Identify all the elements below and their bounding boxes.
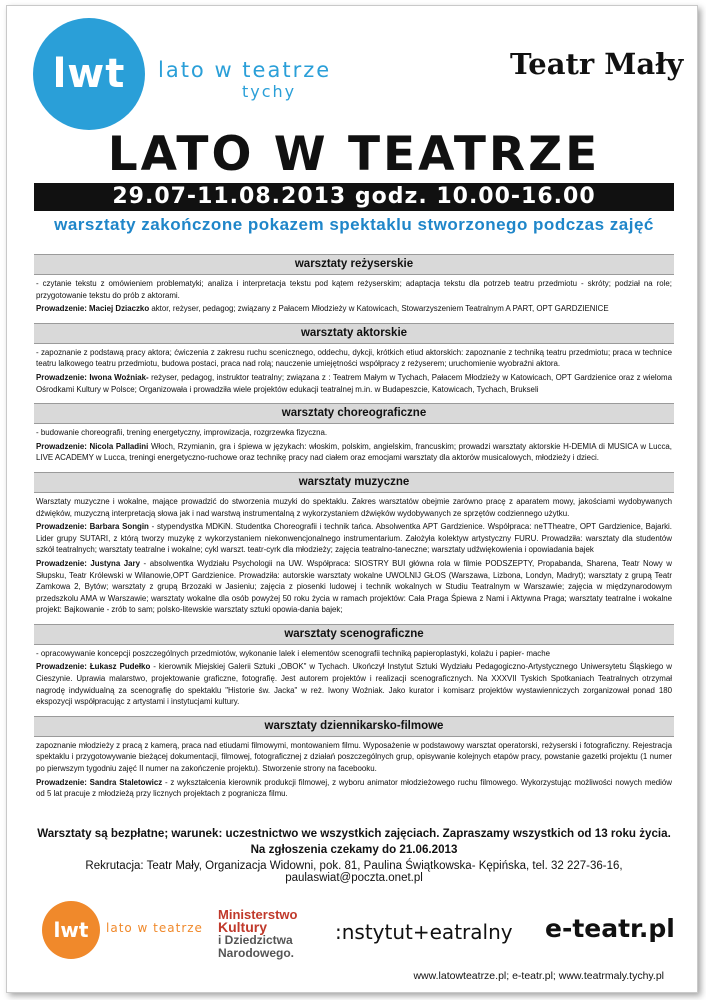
paragraph-text: - absolwentka Wydziału Psychologii na UW. Współpraca: SIOSTRY BUI główna rola w filmie PODSZEPTY, Propabanda, Sharena, Teatr Nowy w Słupsku, Teatr Królewski w Wilanowie,OPT Gardzienice. Prowadziła: autorskie warsztaty wokalne UWOLNIJ GŁOS (Warszawa, Lizbona, Londyn, Madryt); warsztaty z grupą Teatr Zamkowa 2, Bytów; warsztaty z grupą Brzozaki w Jasieniu; zajęcia z piosenki ludowej i technik wokalnych w Studiu Teatralnym w Warszawie; zajęcia w międzynarodowym przedszkolu AMA w Warszawie; warsztaty wokalne dla osób powyżej 50 roku życia w ramach projektów: Cała Praga Śpiewa z Nami i Aktywna Praga; warsztaty teatralne i wokalne projekt: Bajkowanie - zrób to sam; polsko-litewskie warsztaty sztuki opowia-dania bajek;	[36, 558, 672, 615]
section-paragraph	[36, 303, 672, 315]
teatr-maly-logo: Teatr Mały	[510, 47, 684, 81]
instructor-lead: Prowadzenie: Łukasz Pudełko	[36, 662, 151, 672]
section-paragraph	[36, 521, 672, 556]
e-teatr-logo: e-teatr.pl	[545, 914, 675, 943]
ministry-line-4: Narodowego.	[218, 946, 295, 960]
small-logo-abbr: lwt	[53, 918, 89, 942]
section-paragraph	[36, 278, 672, 301]
instructor-lead: Prowadzenie: Nicola Palladini	[36, 441, 149, 451]
paragraph-text: - kierownik Miejskiej Galerii Sztuki „OBOK" w Tychach. Ukończył Instytut Sztuki Wydziału Pedagogiczno-Artystycznego Uniwersytetu Śląskiego w Cieszynie. Uprawia malarstwo, projektowanie graficzne, fotografię. Jest autorem projektów i realizacji scenograficznych. Na XXXVII Tyskich Spotkaniach Teatralnych otrzymał nagrodę indywidualną za scenografię do spektaklu "Historie św. Jacka" w reż. Iwony Woźniak. Jako kurator i komisarz projektów wystawienniczych zorganizował ponad 180 ekspozycji współpracując z artystami i instytucjami kultury.	[36, 662, 672, 707]
section-body	[34, 424, 674, 468]
instructor-lead: Prowadzenie: Justyna Jary	[36, 558, 141, 568]
instructor-lead: Prowadzenie: Sandra Staletowicz	[36, 777, 163, 787]
section-body	[34, 275, 674, 319]
paragraph-text: - zapoznanie z podstawą pracy aktora; ćwiczenia z zakresu ruchu scenicznego, oddechu, dykcji, krótkich etiud aktorskich: zapoznanie z techniką teatru przedmiotu; praca w technice teatru lalkowego teatru przedmiotu, budowa postaci, praca nad rolą; nauczenie umiejętności współpracy z reżyserem; uruchomienie wyobraźni aktora.	[36, 347, 672, 369]
paragraph-text: reżyser, pedagog, instruktor teatralny; związana z : Teatrem Małym w Tychach, Pałacem Młodzieży w Katowicach, OPT Gardzienice oraz z wieloma Ośrodkami Kultury w Polsce; Organizowała i prowadziła wiele projektów edukacji teatralnej m.in. w Budapeszcie, Katowicach, Tychach, Brukseli	[36, 372, 672, 394]
lwt-small-logo-icon	[42, 901, 100, 959]
section-paragraph	[36, 661, 672, 707]
section-heading: warsztaty reżyserskie	[34, 254, 674, 275]
ministry-line-1: Ministerstwo	[218, 907, 298, 922]
paragraph-text: Warsztaty muzyczne i wokalne, mające prowadzić do stworzenia muzyki do spektaklu. Zakres warsztatów obejmie zarówno pracę z aparatem mowy, jakościami wydobywanych dźwięków, muzyczną interpretacją słowa jak i nad warstwą instrumentalną z wykorzystaniem dźwięków wydobywanych ze sprzętów codziennego użytku.	[36, 496, 672, 518]
section-body	[34, 737, 674, 804]
logo-city: tychy	[242, 82, 297, 101]
footer-line-2: Na zgłoszenia czekamy do 21.06.2013	[250, 843, 458, 856]
section-paragraph	[36, 648, 672, 660]
paragraph-text: - z wykształcenia kierownik produkcji filmowej, z wyboru animator młodzieżowego ruchu filmowego. Wykorzystując możliwości nowych mediów od 5 lat pracuje z młodzieżą przy licznych projektach z pogranicza filmu.	[36, 777, 673, 799]
logo-abbr: lwt	[52, 51, 126, 97]
recruitment-info: Rekrutacja: Teatr Mały, Organizacja Widowni, pok. 81, Paulina Świątkowska- Kępińska, tel. 32 227-36-16, paulaswiat@poczta.onet.pl	[85, 860, 623, 884]
section-heading: warsztaty muzyczne	[34, 472, 674, 493]
section-heading: warsztaty scenograficzne	[34, 624, 674, 645]
section-paragraph	[36, 347, 672, 370]
subtitle: warsztaty zakończone pokazem spektaklu stworzonego podczas zajęć	[54, 215, 654, 234]
section-paragraph	[36, 777, 672, 800]
ministry-line-2: Kultury	[218, 919, 267, 935]
lwt-logo-icon	[33, 18, 145, 130]
instytut-teatralny-logo: :nstytut+eatralny	[335, 920, 513, 944]
date-bar: 29.07-11.08.2013 godz. 10.00-16.00	[34, 183, 674, 211]
paragraph-text: - czytanie tekstu z omówieniem problematyki; analiza i interpretacja tekstu pod kątem reżyserskim; adaptacja tekstu dla potrzeb teatru przedmiotu - skróty; podział na role; przygotowanie tekstu do prób z aktorami.	[36, 279, 672, 300]
section-paragraph	[36, 740, 672, 775]
section-body	[34, 344, 674, 399]
paragraph-text: aktor, reżyser, pedagog; związany z Pałacem Młodzieży w Katowicach, Stowarzyszeniem Teatralnym A PART, OPT GARDZIENICE	[149, 304, 609, 314]
footer-info	[34, 826, 674, 858]
ministry-logo	[218, 908, 297, 960]
section-heading: warsztaty choreograficzne	[34, 403, 674, 424]
paragraph-text: - opracowywanie koncepcji poszczególnych przedmiotów, wykonanie lalek i elementów scenografii techniką papieroplastyki, kolażu i papier- mache	[36, 648, 551, 658]
section-paragraph	[36, 496, 672, 519]
instructor-lead: Prowadzenie: Maciej Dziaczko	[36, 304, 150, 314]
instructor-lead: Prowadzenie: Barbara Songin	[36, 522, 149, 532]
websites: www.latowteatrze.pl; e-teatr.pl; www.teatrmaly.tychy.pl	[413, 970, 664, 982]
workshop-sections	[34, 250, 674, 804]
ministry-line-3: i Dziedzictwa	[218, 933, 293, 947]
paragraph-text: Włoch, Rzymianin, gra i śpiewa w językach: włoskim, polskim, angielskim, francuskim; prowadzi warsztaty aktorskie H-DEMIA di MUSICA w Lucca, LIVE ACADEMY w Lucca, treningi energetyczno-ruchowe oraz technikę pracy nad ciałem oraz emocjami warsztaty dla aktorów musicalowych, młodzieży i dzieci.	[36, 441, 672, 463]
logo-name: lato w teatrze	[158, 58, 332, 82]
section-paragraph	[36, 372, 672, 395]
footer-line-1: Warsztaty są bezpłatne; warunek: uczestnictwo we wszystkich zajęciach. Zapraszamy wszystkich od 13 roku życia.	[37, 827, 671, 840]
paragraph-text: - stypendystka MDKiN. Studentka Choreografii i technik tańca. Absolwentka APT Gardzienice. Współpraca: neTTheatre, OPT Gardzienice, Bajarki. Lider grupy SUTARI, z którą tworzy muzykę z wykorzystaniem niekonwencjonalnego instrumentarium. Założyła kolektyw artystyczny FURU. Prowadziła: warsztaty dla studentów szkół teatralnych; warsztaty teatralne i wokalne; cykl warszt. teatr-cyrk dla młodzieży; zajęcia teatralno-taneczne; warsztaty udźwiękowienia i opowiadania bajek	[36, 522, 672, 555]
page-title: LATO W TEATRZE	[107, 127, 601, 182]
section-paragraph	[36, 441, 672, 464]
small-logo-name: lato w teatrze	[106, 921, 203, 935]
section-paragraph	[36, 558, 672, 616]
instructor-lead: Prowadzenie: Iwona Woźniak-	[36, 372, 149, 382]
section-body	[34, 645, 674, 712]
section-body	[34, 493, 674, 620]
section-paragraph	[36, 427, 672, 439]
paragraph-text: - budowanie choreografii, trening energetyczny, improwizacja, rozgrzewka fizyczna.	[36, 428, 328, 438]
section-heading: warsztaty aktorskie	[34, 323, 674, 344]
paragraph-text: zapoznanie młodzieży z pracą z kamerą, praca nad etiudami filmowymi, montowaniem filmu. Wyposażenie w podstawowy warsztat operatorski, reżyserski i fotograficzny. Rejestracja spektaklu i przygotowywanie bieżącej dokumentacji, filmowej, fotograficznej z działań poszczególnych grup, opisywanie kolejnych etapów pracy, powstanie gazetki projektu (1 numer po pierwszym tygodniu zajęć II numer na zakończenie projektu). Stworzenie strony na facebooku.	[36, 740, 672, 774]
section-heading: warsztaty dziennikarsko-filmowe	[34, 716, 674, 737]
